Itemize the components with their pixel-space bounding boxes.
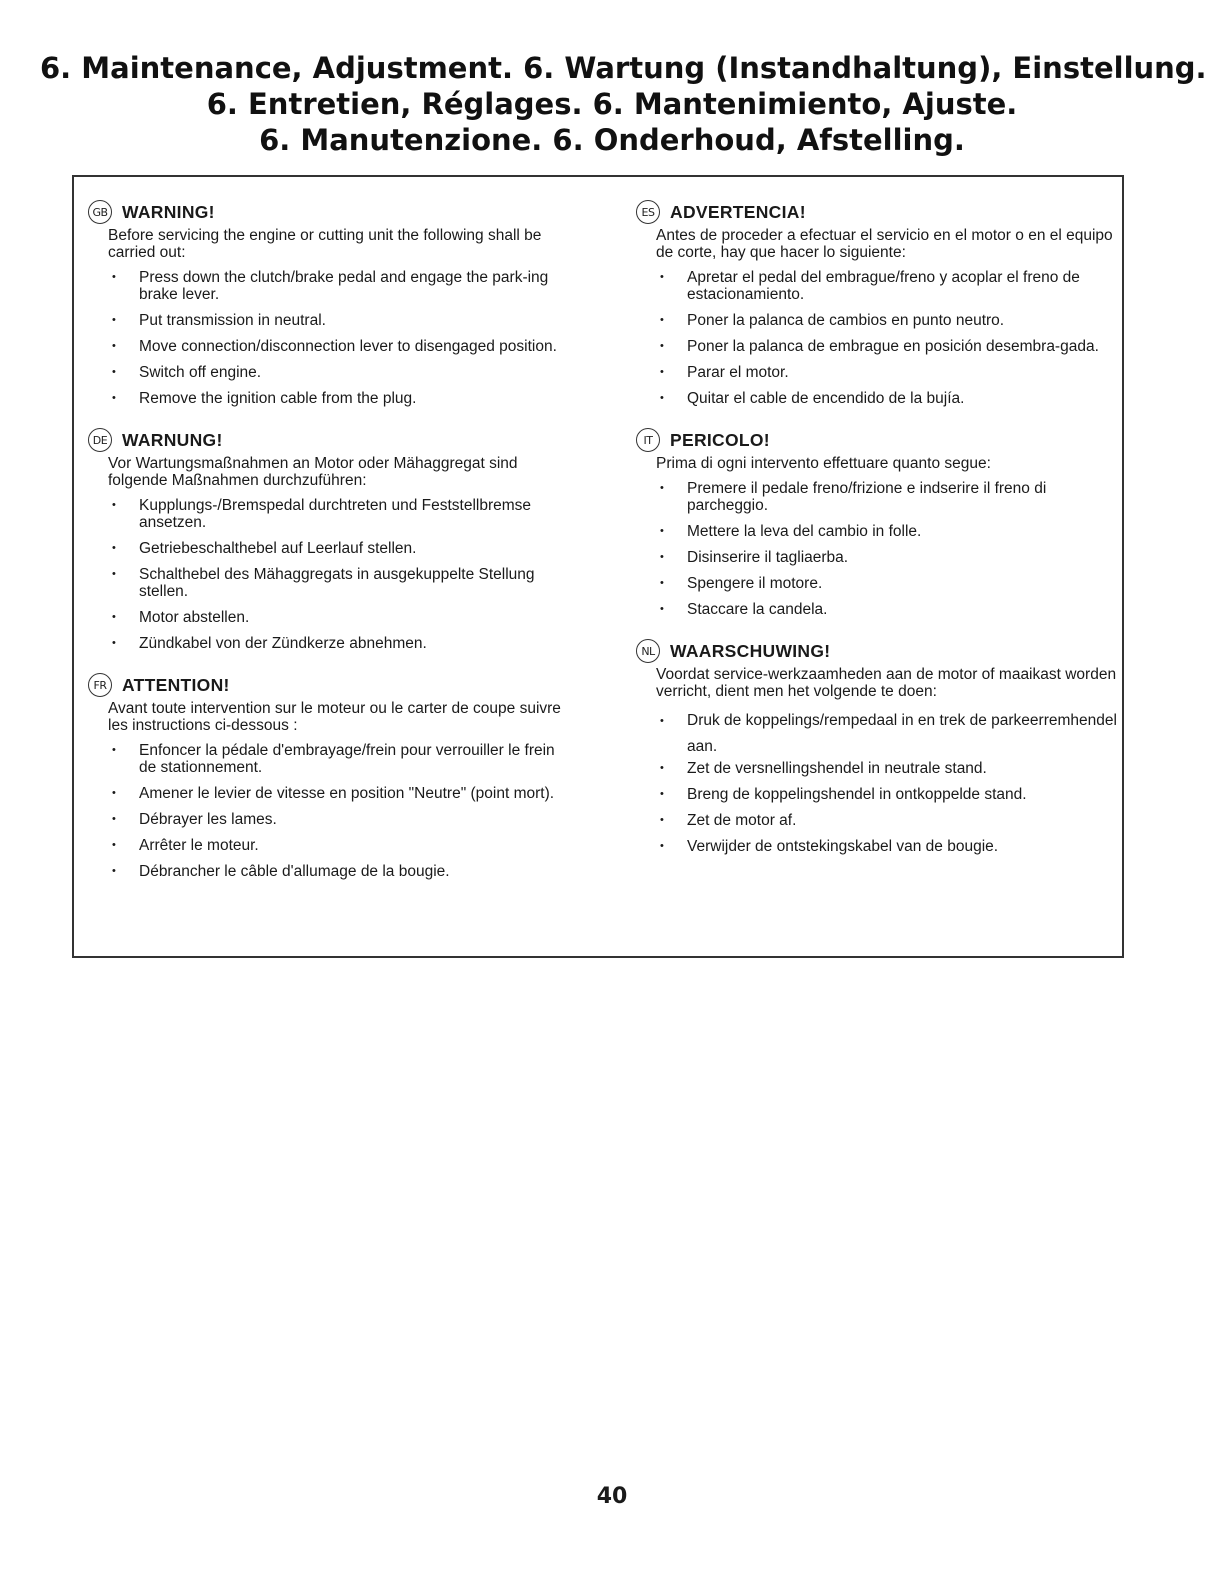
- list-item: • Verwijder de ontstekingskabel van de bougie.: [656, 838, 1120, 855]
- instruction-list: [108, 497, 572, 652]
- list-item: • Zet de motor af.: [656, 812, 1120, 829]
- list-item: • Druk de koppelings/rempedaal in en trek de parkeerremhendel aan.: [656, 708, 1120, 760]
- gb-language-icon: GB: [88, 200, 112, 224]
- list-item: • Zündkabel von der Zündkerze abnehmen.: [108, 635, 572, 652]
- title-line-1: 6. Maintenance, Adjustment. 6. Wartung (Instandhaltung), Einstellung.: [40, 51, 1207, 85]
- title-line-2: 6. Entretien, Réglages. 6. Mantenimiento, Ajuste.: [206, 87, 1018, 121]
- section-intro: Antes de proceder a efectuar el servicio en el motor o en el equipo de corte, hay que hacer lo siguiente:: [656, 227, 1113, 261]
- title-line-3: 6. Manutenzione. 6. Onderhoud, Afstelling.: [259, 123, 965, 157]
- section-intro: Before servicing the engine or cutting unit the following shall be carried out:: [108, 227, 542, 261]
- de-language-icon: DE: [88, 428, 112, 452]
- list-item: • Quitar el cable de encendido de la bujía.: [656, 390, 1120, 407]
- list-item: • Débrayer les lames.: [108, 811, 572, 828]
- list-item: • Move connection/disconnection lever to disengaged position.: [108, 338, 572, 355]
- list-item: • Put transmission in neutral.: [108, 312, 572, 329]
- list-item: • Remove the ignition cable from the plug.: [108, 390, 572, 407]
- list-item: • Poner la palanca de embrague en posición desembra-gada.: [656, 338, 1120, 355]
- es-language-icon: ES: [636, 200, 660, 224]
- list-item: • Mettere la leva del cambio in folle.: [656, 523, 1120, 540]
- section-fr: [93, 672, 572, 880]
- list-item: • Arrêter le moteur.: [108, 837, 572, 854]
- section-gb: [92, 199, 572, 407]
- it-language-icon: IT: [636, 428, 660, 452]
- fr-language-icon: FR: [88, 673, 112, 697]
- section-heading: ADVERTENCIA!: [670, 201, 806, 222]
- section-intro: Avant toute intervention sur le moteur ou le carter de coupe suivre les instructions ci-dessous :: [108, 700, 561, 734]
- list-item: • Schalthebel des Mähaggregats in ausgekuppelte Stellung stellen.: [108, 566, 572, 600]
- list-item: • Staccare la candela.: [656, 601, 1120, 618]
- page-title: [40, 50, 1207, 158]
- list-item: • Press down the clutch/brake pedal and engage the park-ing brake lever.: [108, 269, 572, 303]
- nl-language-icon: NL: [636, 639, 660, 663]
- list-item: • Getriebeschalthebel auf Leerlauf stellen.: [108, 540, 572, 557]
- left-column: [92, 199, 572, 900]
- section-heading: WAARSCHUWING!: [670, 640, 831, 661]
- list-item: • Kupplungs-/Bremspedal durchtreten und Feststellbremse ansetzen.: [108, 497, 572, 531]
- right-column: [641, 199, 1120, 875]
- page-number: 40: [596, 1484, 628, 1509]
- instruction-list: [108, 269, 572, 407]
- section-nl: [641, 638, 1120, 855]
- list-item: • Apretar el pedal del embrague/freno y acoplar el freno de estacionamiento.: [656, 269, 1120, 303]
- list-item: • Premere il pedale freno/frizione e indserire il freno di parcheggio.: [656, 480, 1120, 514]
- list-item: • Enfoncer la pédale d'embrayage/frein pour verrouiller le frein de stationnement.: [108, 742, 572, 776]
- section-intro: Voordat service-werkzaamheden aan de motor of maaikast worden verricht, dient men het volgende te doen:: [656, 666, 1117, 700]
- warning-box: [72, 175, 1124, 958]
- section-intro: Prima di ogni intervento effettuare quanto segue:: [656, 455, 991, 472]
- section-heading: WARNUNG!: [122, 429, 223, 450]
- list-item: • Débrancher le câble d'allumage de la bougie.: [108, 863, 572, 880]
- section-heading: ATTENTION!: [122, 674, 230, 695]
- instruction-list: [108, 742, 572, 880]
- instruction-list: [656, 480, 1120, 618]
- list-item: • Motor abstellen.: [108, 609, 572, 626]
- section-it: [643, 427, 1120, 618]
- section-heading: PERICOLO!: [670, 429, 770, 450]
- list-item: • Amener le levier de vitesse en position "Neutre" (point mort).: [108, 785, 572, 802]
- section-es: [641, 199, 1120, 407]
- list-item: • Spengere il motore.: [656, 575, 1120, 592]
- instruction-list: [656, 708, 1120, 855]
- section-intro: Vor Wartungsmaßnahmen an Motor oder Mähaggregat sind folgende Maßnahmen durchzuführen:: [108, 455, 518, 489]
- list-item: • Disinserire il tagliaerba.: [656, 549, 1120, 566]
- list-item: • Poner la palanca de cambios en punto neutro.: [656, 312, 1120, 329]
- list-item: • Switch off engine.: [108, 364, 572, 381]
- list-item: • Parar el motor.: [656, 364, 1120, 381]
- list-item: • Breng de koppelingshendel in ontkoppelde stand.: [656, 786, 1120, 803]
- instruction-list: [656, 269, 1120, 407]
- section-de: [92, 427, 572, 652]
- list-item: • Zet de versnellingshendel in neutrale stand.: [656, 760, 1120, 777]
- section-heading: WARNING!: [122, 201, 215, 222]
